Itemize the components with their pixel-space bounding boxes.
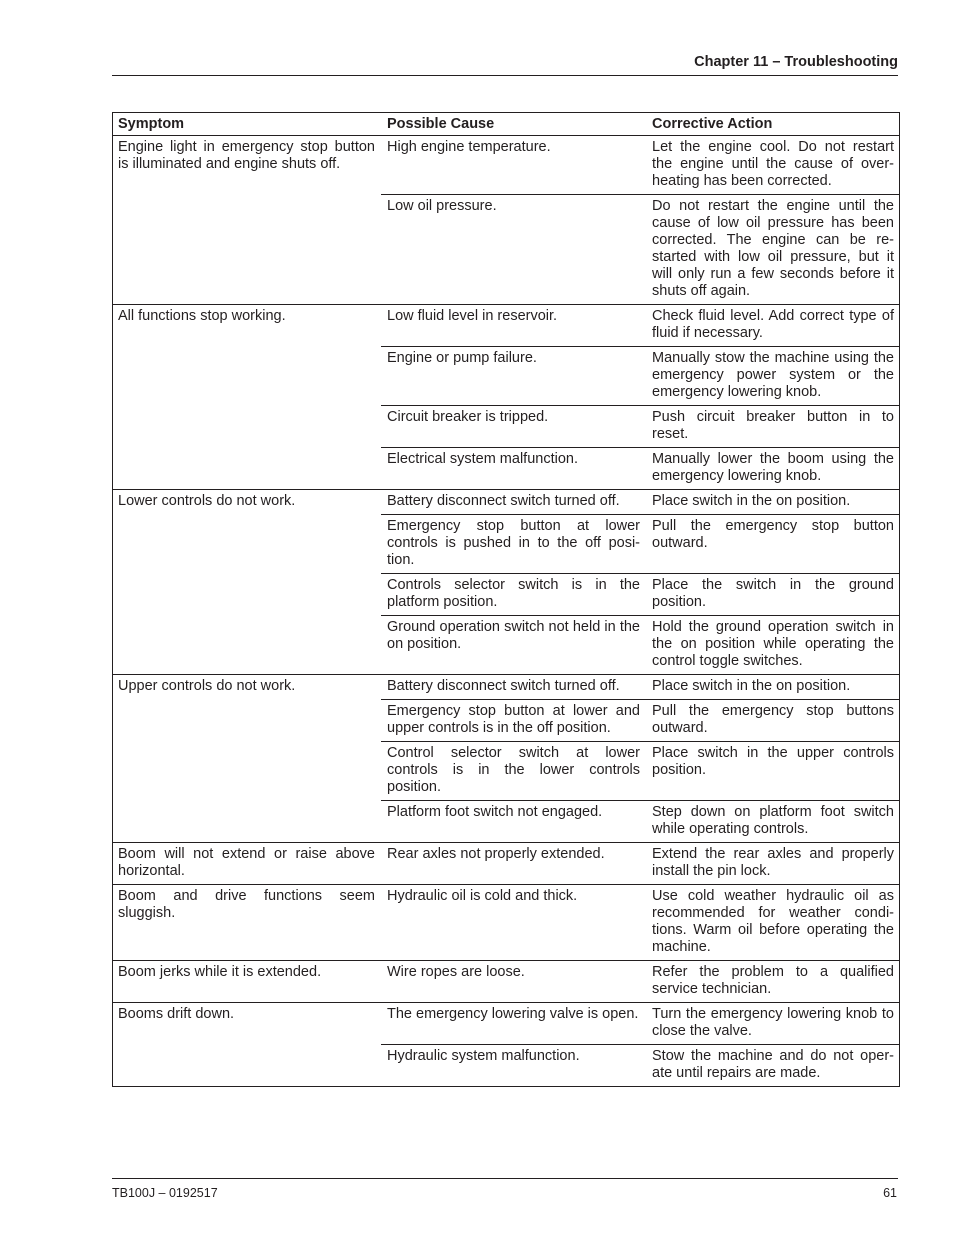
action-cell: Pull the emergency stop button outward.	[646, 515, 900, 574]
action-cell: Step down on platform foot switch while operating controls.	[646, 801, 900, 843]
symptom-cell: Lower controls do not work.	[112, 490, 381, 675]
cause-cell: Battery disconnect switch turned off.	[381, 490, 646, 515]
action-cell: Pull the emergency stop buttons outward.	[646, 700, 900, 742]
table-row	[112, 961, 900, 1003]
cause-cell: Engine or pump failure.	[381, 347, 646, 406]
symptom-cell: Boom jerks while it is extended.	[112, 961, 381, 1003]
cause-cell: Hydraulic system malfunction.	[381, 1045, 646, 1087]
cause-cell: Platform foot switch not engaged.	[381, 801, 646, 843]
symptom-cell: Boom will not extend or raise above horizontal.	[112, 843, 381, 885]
cause-cell: Controls selector switch is in the platform position.	[381, 574, 646, 616]
symptom-cell: Booms drift down.	[112, 1003, 381, 1087]
cause-cell: Circuit breaker is tripped.	[381, 406, 646, 448]
column-header-cause: Possible Cause	[381, 113, 646, 136]
action-cell: Place the switch in the ground position.	[646, 574, 900, 616]
cause-cell: High engine temperature.	[381, 136, 646, 195]
action-cell: Refer the problem to a qualified service technician.	[646, 961, 900, 1003]
cause-cell: The emergency lowering valve is open.	[381, 1003, 646, 1045]
cause-cell: Emergency stop button at lower controls is pushed in to the off posi-tion.	[381, 515, 646, 574]
page-number: 61	[883, 1186, 897, 1200]
cause-cell: Control selector switch at lower controls is in the lower controls position.	[381, 742, 646, 801]
table-header-row	[112, 113, 900, 136]
document-id: TB100J – 0192517	[112, 1186, 218, 1200]
action-cell: Extend the rear axles and properly install the pin lock.	[646, 843, 900, 885]
action-cell: Use cold weather hydraulic oil as recommended for weather condi-tions. Warm oil before operating the machine.	[646, 885, 900, 961]
action-cell: Place switch in the on position.	[646, 675, 900, 700]
action-cell: Stow the machine and do not oper-ate until repairs are made.	[646, 1045, 900, 1087]
action-cell: Let the engine cool. Do not restart the engine until the cause of over-heating has been corrected.	[646, 136, 900, 195]
symptom-cell: Upper controls do not work.	[112, 675, 381, 843]
cause-cell: Electrical system malfunction.	[381, 448, 646, 490]
troubleshooting-table	[112, 112, 900, 1087]
symptom-cell: Boom and drive functions seem sluggish.	[112, 885, 381, 961]
action-cell: Hold the ground operation switch in the on position while operating the control toggle switches.	[646, 616, 900, 675]
cause-cell: Rear axles not properly extended.	[381, 843, 646, 885]
table-row	[112, 843, 900, 885]
footer-divider	[112, 1178, 898, 1179]
cause-cell: Low oil pressure.	[381, 195, 646, 305]
cause-cell: Hydraulic oil is cold and thick.	[381, 885, 646, 961]
action-cell: Manually stow the machine using the emergency power system or the emergency lowering knob.	[646, 347, 900, 406]
action-cell: Manually lower the boom using the emergency lowering knob.	[646, 448, 900, 490]
action-cell: Check fluid level. Add correct type of fluid if necessary.	[646, 305, 900, 347]
table-row	[112, 136, 900, 195]
table-row	[112, 1003, 900, 1045]
table-row	[112, 675, 900, 700]
symptom-cell: All functions stop working.	[112, 305, 381, 490]
cause-cell: Ground operation switch not held in the on position.	[381, 616, 646, 675]
header-divider	[112, 75, 898, 76]
table-row	[112, 490, 900, 515]
action-cell: Place switch in the on position.	[646, 490, 900, 515]
chapter-header: Chapter 11 – Troubleshooting	[694, 54, 898, 70]
action-cell: Do not restart the engine until the cause of low oil pressure has been corrected. The engine can be re-started with low oil pressure, but it will only run a few seconds before it shuts off again.	[646, 195, 900, 305]
cause-cell: Wire ropes are loose.	[381, 961, 646, 1003]
action-cell: Place switch in the upper controls position.	[646, 742, 900, 801]
action-cell: Push circuit breaker button in to reset.	[646, 406, 900, 448]
column-header-symptom: Symptom	[112, 113, 381, 136]
column-header-action: Corrective Action	[646, 113, 900, 136]
table-body	[112, 136, 900, 1087]
cause-cell: Emergency stop button at lower and upper controls is in the off position.	[381, 700, 646, 742]
cause-cell: Battery disconnect switch turned off.	[381, 675, 646, 700]
cause-cell: Low fluid level in reservoir.	[381, 305, 646, 347]
table-row	[112, 885, 900, 961]
action-cell: Turn the emergency lowering knob to close the valve.	[646, 1003, 900, 1045]
symptom-cell: Engine light in emergency stop button is illuminated and engine shuts off.	[112, 136, 381, 305]
table-row	[112, 305, 900, 347]
